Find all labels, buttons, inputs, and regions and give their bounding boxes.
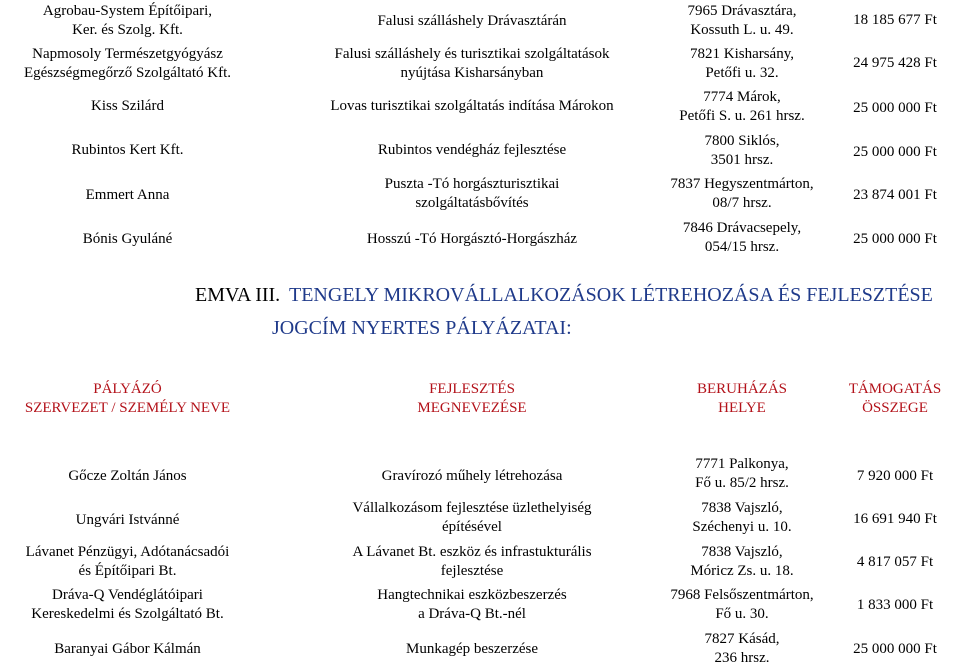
grant-amount: 16 691 940 Ft xyxy=(853,511,937,527)
applicant-name: Gőcze Zoltán János xyxy=(68,468,187,484)
project-location: 7827 Kásád, 236 hrsz. xyxy=(704,631,780,666)
header-location: BERUHÁZÁS HELYE xyxy=(696,381,787,416)
project-name: Gravírozó műhely létrehozása xyxy=(381,468,563,484)
grant-amount: 25 000 000 Ft xyxy=(853,641,937,657)
project-location: 7771 Palkonya, Fő u. 85/2 hrsz. xyxy=(695,456,789,491)
section-prefix: EMVA III. xyxy=(195,284,281,306)
project-name: Vállalkozásom fejlesztése üzlethelyiség építésével xyxy=(352,500,592,535)
applicant-name: Napmosoly Természetgyógyász Egészségmegőrző Szolgáltató Kft. xyxy=(23,46,232,81)
grant-amount: 25 000 000 Ft xyxy=(853,144,937,160)
project-name: Hangtechnikai eszközbeszerzés a Dráva-Q Bt.-nél xyxy=(377,587,567,622)
grant-amount: 1 833 000 Ft xyxy=(856,597,934,613)
project-name: Falusi szálláshely Drávasztárán xyxy=(377,13,567,29)
header-project: FEJLESZTÉS MEGNEVEZÉSE xyxy=(417,381,527,416)
project-location: 7838 Vajszló, Széchenyi u. 10. xyxy=(692,500,792,535)
project-name: Falusi szálláshely és turisztikai szolgáltatások nyújtása Kisharsányban xyxy=(334,46,610,81)
applicant-name: Rubintos Kert Kft. xyxy=(71,142,184,158)
grant-amount: 23 874 001 Ft xyxy=(853,187,937,203)
project-name: Lovas turisztikai szolgáltatás indítása Márokon xyxy=(330,98,614,114)
applicant-name: Bónis Gyuláné xyxy=(82,231,173,247)
grant-amount: 25 000 000 Ft xyxy=(853,100,937,116)
project-location: 7838 Vajszló, Móricz Zs. u. 18. xyxy=(690,544,794,579)
project-name: A Lávanet Bt. eszköz és infrastukturális fejlesztése xyxy=(352,544,592,579)
project-name: Rubintos vendégház fejlesztése xyxy=(377,142,567,158)
grant-amount: 7 920 000 Ft xyxy=(856,468,934,484)
applicant-name: Baranyai Gábor Kálmán xyxy=(54,641,201,657)
project-location: 7837 Hegyszentmárton, 08/7 hrsz. xyxy=(670,176,814,211)
grant-amount: 4 817 057 Ft xyxy=(856,554,934,570)
applicant-name: Agrobau-System Építőipari, Ker. és Szolg. Kft. xyxy=(42,3,213,38)
project-location: 7846 Drávacsepely, 054/15 hrsz. xyxy=(682,220,802,255)
grant-amount: 25 000 000 Ft xyxy=(853,231,937,247)
header-applicant: PÁLYÁZÓ SZERVEZET / SZEMÉLY NEVE xyxy=(24,381,231,416)
header-amount: TÁMOGATÁS ÖSSZEGE xyxy=(848,381,942,416)
section-title: TENGELY MIKROVÁLLALKOZÁSOK LÉTREHOZÁSA ÉS FEJLESZTÉSE xyxy=(289,284,933,306)
project-location: 7774 Márok, Petőfi S. u. 261 hrsz. xyxy=(679,89,805,124)
applicant-name: Kiss Szilárd xyxy=(91,98,164,114)
project-location: 7968 Felsőszentmárton, Fő u. 30. xyxy=(670,587,814,622)
project-name: Puszta -Tó horgászturisztikai szolgáltatásbővítés xyxy=(384,176,560,211)
applicant-name: Emmert Anna xyxy=(85,187,170,203)
project-location: 7800 Siklós, 3501 hrsz. xyxy=(704,133,780,168)
applicant-name: Lávanet Pénzügyi, Adótanácsadói és Építőipari Bt. xyxy=(25,544,230,579)
project-location: 7821 Kisharsány, Petőfi u. 32. xyxy=(689,46,794,81)
project-location: 7965 Drávasztára, Kossuth L. u. 49. xyxy=(687,3,797,38)
grant-amount: 24 975 428 Ft xyxy=(853,55,937,71)
project-name: Munkagép beszerzése xyxy=(405,641,539,657)
grant-amount: 18 185 677 Ft xyxy=(853,12,937,28)
section-subtitle: JOGCÍM NYERTES PÁLYÁZATAI: xyxy=(272,317,572,339)
applicant-name: Dráva-Q Vendéglátóipari Kereskedelmi és Szolgáltató Bt. xyxy=(31,587,224,622)
project-name: Hosszú -Tó Horgásztó-Horgászház xyxy=(366,231,578,247)
applicant-name: Ungvári Istvánné xyxy=(75,512,180,528)
